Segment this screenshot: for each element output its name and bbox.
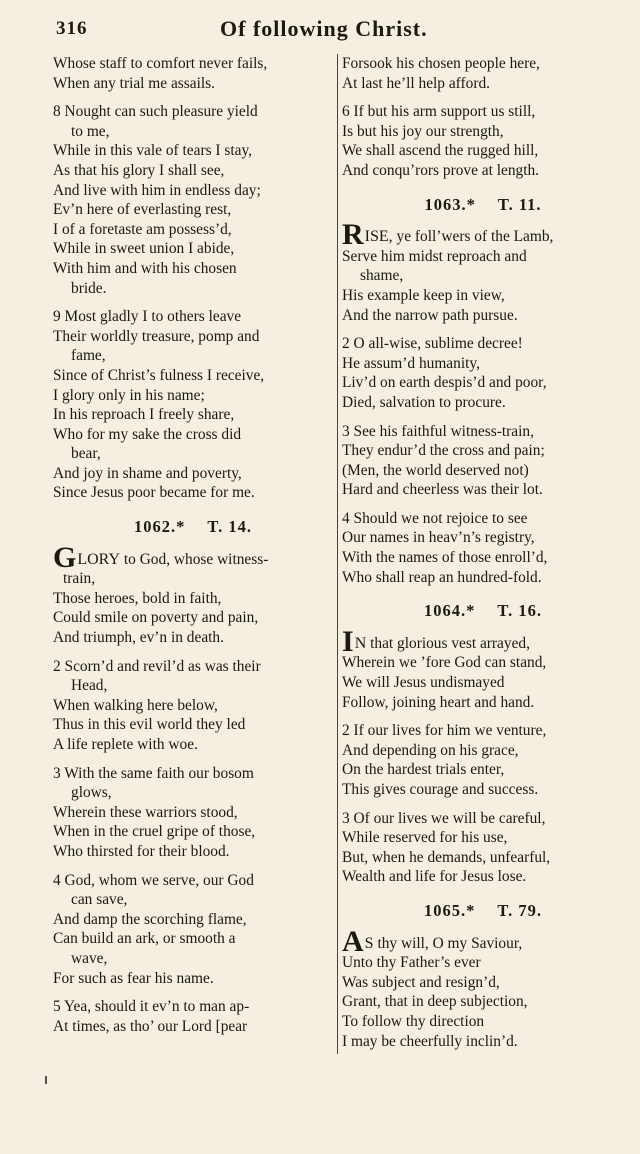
verse-line: Our names in heav’n’s registry, — [342, 529, 535, 547]
verse-line: fame, — [71, 347, 106, 365]
verse-line: bride. — [71, 279, 107, 297]
verse-line: 3 With the same faith our bosom — [53, 764, 254, 782]
verse-line: A life replete with woe. — [53, 736, 198, 753]
right-column — [342, 54, 624, 1051]
verse-line: 2 O all-wise, sublime decree! — [342, 335, 523, 353]
verse-line: 4 God, whom we serve, our God — [53, 871, 254, 889]
verse-line: can save, — [71, 891, 128, 909]
hymn-1062-verse-1 — [53, 540, 333, 648]
verse-line-text: that glorious vest arrayed, — [370, 634, 530, 652]
hymn-number: 1062.* — [133, 517, 186, 537]
verse-line: I of a foretaste am possess’d, — [53, 220, 232, 238]
verse-line: His example keep in view, — [342, 286, 505, 304]
hymn-1062-verse-2 — [53, 657, 333, 755]
verse-line: 8 Nought can such pleasure yield — [53, 103, 258, 121]
hymn-1064-verse-3 — [342, 809, 624, 887]
verse-line: Ev’n here of everlasting rest, — [53, 201, 232, 219]
verse-line: Those heroes, bold in faith, — [53, 589, 222, 607]
verse-line: As that his glory I shall see, — [53, 161, 225, 179]
first-word: S — [364, 934, 374, 952]
hymn-number: 1064.* — [423, 601, 476, 621]
verse-line: This gives courage and success. — [342, 781, 539, 798]
left-column — [53, 54, 333, 1036]
verse-line: At times, as tho’ our Lord [pear — [53, 1017, 248, 1035]
verse-line: And conqu’rors prove at length. — [342, 161, 540, 179]
verse-line-text: to God, whose witness- — [123, 550, 269, 568]
verse-line: Who for my sake the cross did — [53, 425, 242, 443]
verse-line: Who thirsted for their blood. — [53, 842, 230, 860]
page-number: 316 — [56, 18, 88, 39]
verse-line — [342, 924, 624, 958]
verse-line — [53, 540, 333, 574]
verse-line: When any trial me assails. — [53, 74, 215, 92]
verse-line: And the narrow path pursue. — [342, 306, 518, 324]
verse-line: Was subject and resign’d, — [342, 973, 500, 991]
verse-line: Wealth and life for Jesus lose. — [342, 868, 527, 886]
verse-line: At last he’ll help afford. — [342, 74, 491, 92]
verse-line: Whose staff to comfort never fails, — [53, 55, 268, 72]
tune-number: T. 14. — [207, 517, 253, 537]
drop-cap: A — [342, 924, 364, 958]
verse-line: 5 Yea, should it ev’n to man ap- — [53, 998, 250, 1016]
verse-line: Died, salvation to procure. — [342, 393, 506, 411]
drop-cap: G — [53, 540, 77, 574]
verse-line: And depending on his grace, — [342, 741, 519, 759]
verse-line: While in this vale of tears I stay, — [53, 142, 253, 160]
verse-line-text: ye foll’wers of the Lamb, — [396, 228, 554, 246]
verse-line-text: thy will, O my Saviour, — [377, 934, 523, 952]
verse-line: When walking here below, — [53, 696, 218, 714]
verse-line: Can build an ark, or smooth a — [53, 930, 236, 948]
verse-line: shame, — [360, 267, 404, 285]
verse-line: He assum’d humanity, — [342, 354, 480, 372]
verse-line: While in sweet union I abide, — [53, 240, 235, 258]
verse-line: Their worldly treasure, pomp and — [53, 327, 260, 345]
verse-line: to me, — [71, 122, 110, 140]
verse-line: 3 See his faithful witness-train, — [342, 422, 534, 440]
drop-cap: I — [342, 624, 354, 658]
column-divider — [337, 54, 338, 1054]
hymn-heading-1063 — [342, 195, 624, 215]
verse-line: (Men, the world deserved not) — [342, 461, 529, 479]
verse-line: Head, — [71, 677, 108, 695]
verse-line: Follow, joining heart and hand. — [342, 693, 535, 711]
verse-line: And triumph, ev’n in death. — [53, 629, 224, 647]
verse-line: I glory only in his name; — [53, 386, 205, 404]
verse-line: Serve him midst reproach and — [342, 247, 527, 265]
verse-line: I may be cheerfully inclin’d. — [342, 1032, 518, 1050]
hymn-1062-verse-4 — [53, 871, 333, 989]
verse-line: Forsook his chosen people here, — [342, 55, 540, 72]
page-header — [0, 10, 640, 44]
verse-line: To follow thy direction — [342, 1012, 485, 1030]
verse-line: Hard and cheerless was their lot. — [342, 481, 543, 499]
verse-line: bear, — [71, 445, 101, 463]
hymn-1063-verse-4 — [342, 509, 624, 587]
verse-line: While reserved for his use, — [342, 829, 508, 847]
ink-mark — [45, 1076, 47, 1084]
verse-line: 3 Of our lives we will be careful, — [342, 809, 546, 827]
verse-line: Wherein these warriors stood, — [53, 803, 238, 821]
hymn-1063-verse-3 — [342, 422, 624, 500]
verse-line: 9 Most gladly I to others leave — [53, 308, 242, 326]
verse-line: We will Jesus undismayed — [342, 674, 505, 692]
hymn-number: 1065.* — [423, 900, 476, 920]
verse-line — [342, 624, 624, 658]
verse-line: Could smile on poverty and pain, — [53, 609, 259, 627]
hymn-1062-verse-3 — [53, 764, 333, 862]
verse-line: In his reproach I freely share, — [53, 406, 235, 424]
hymn-heading-1065 — [342, 901, 624, 921]
first-word: ISE, — [364, 228, 393, 246]
verse-line: Since of Christ’s fulness I receive, — [53, 366, 265, 384]
verse-line: 2 Scorn’d and revil’d as was their — [53, 657, 261, 675]
verse-line: Liv’d on earth despis’d and poor, — [342, 374, 547, 392]
verse-line: glows, — [71, 784, 112, 802]
verse-line: Grant, that in deep subjection, — [342, 993, 528, 1011]
hymn-1062-verse-5 — [53, 997, 333, 1036]
verse-line: With him and with his chosen — [53, 259, 237, 277]
verse-line: Thus in this evil world they led — [53, 716, 246, 734]
verse-line: wave, — [71, 949, 108, 967]
verse-line: On the hardest trials enter, — [342, 761, 505, 779]
verse-line: 6 If but his arm support us still, — [342, 103, 536, 121]
first-word: N — [354, 634, 367, 652]
verse-line: And joy in shame and poverty, — [53, 464, 242, 482]
tune-number: T. 11. — [497, 194, 542, 214]
verse-6 — [342, 102, 624, 180]
hymn-1064-verse-1 — [342, 624, 624, 712]
tune-number: T. 79. — [497, 900, 543, 920]
verse-line: train, — [63, 570, 96, 588]
hymn-number: 1063.* — [424, 194, 476, 214]
hymn-1063-verse-2 — [342, 334, 624, 412]
verse-line: And damp the scorching flame, — [53, 910, 247, 928]
drop-cap: R — [342, 218, 364, 252]
hymn-1063-verse-1 — [342, 218, 624, 325]
verse-line: But, when he demands, unfearful, — [342, 848, 551, 866]
verse-line: For such as fear his name. — [53, 969, 214, 987]
verse-line: Is but his joy our strength, — [342, 122, 504, 140]
verse-line: When in the cruel gripe of those, — [53, 823, 256, 841]
verse-line: Unto thy Father’s ever — [342, 954, 481, 972]
running-title: Of following Christ. — [220, 16, 428, 41]
verse-line: 4 Should we not rejoice to see — [342, 509, 528, 527]
hymn-1064-verse-2 — [342, 721, 624, 799]
hymn-1065-verse-1 — [342, 924, 624, 1052]
verse-9 — [53, 307, 333, 503]
left-opening-stanza — [53, 54, 333, 93]
verse-8 — [53, 102, 333, 298]
verse-line: With the names of those enroll’d, — [342, 549, 548, 567]
verse-line: 2 If our lives for him we venture, — [342, 722, 547, 740]
verse-line: And live with him in endless day; — [53, 181, 261, 199]
hymn-heading-1062 — [53, 517, 333, 537]
verse-line: Wherein we ’fore God can stand, — [342, 654, 547, 672]
tune-number: T. 16. — [497, 601, 543, 621]
verse-line: We shall ascend the rugged hill, — [342, 142, 539, 160]
first-word: LORY — [77, 550, 121, 568]
verse-line: They endur’d the cross and pain; — [342, 442, 545, 460]
verse-line: Since Jesus poor became for me. — [53, 484, 255, 502]
verse-line — [342, 218, 624, 252]
right-opening-stanza — [342, 54, 624, 93]
hymn-heading-1064 — [342, 601, 624, 621]
verse-line: Who shall reap an hundred-fold. — [342, 568, 542, 586]
